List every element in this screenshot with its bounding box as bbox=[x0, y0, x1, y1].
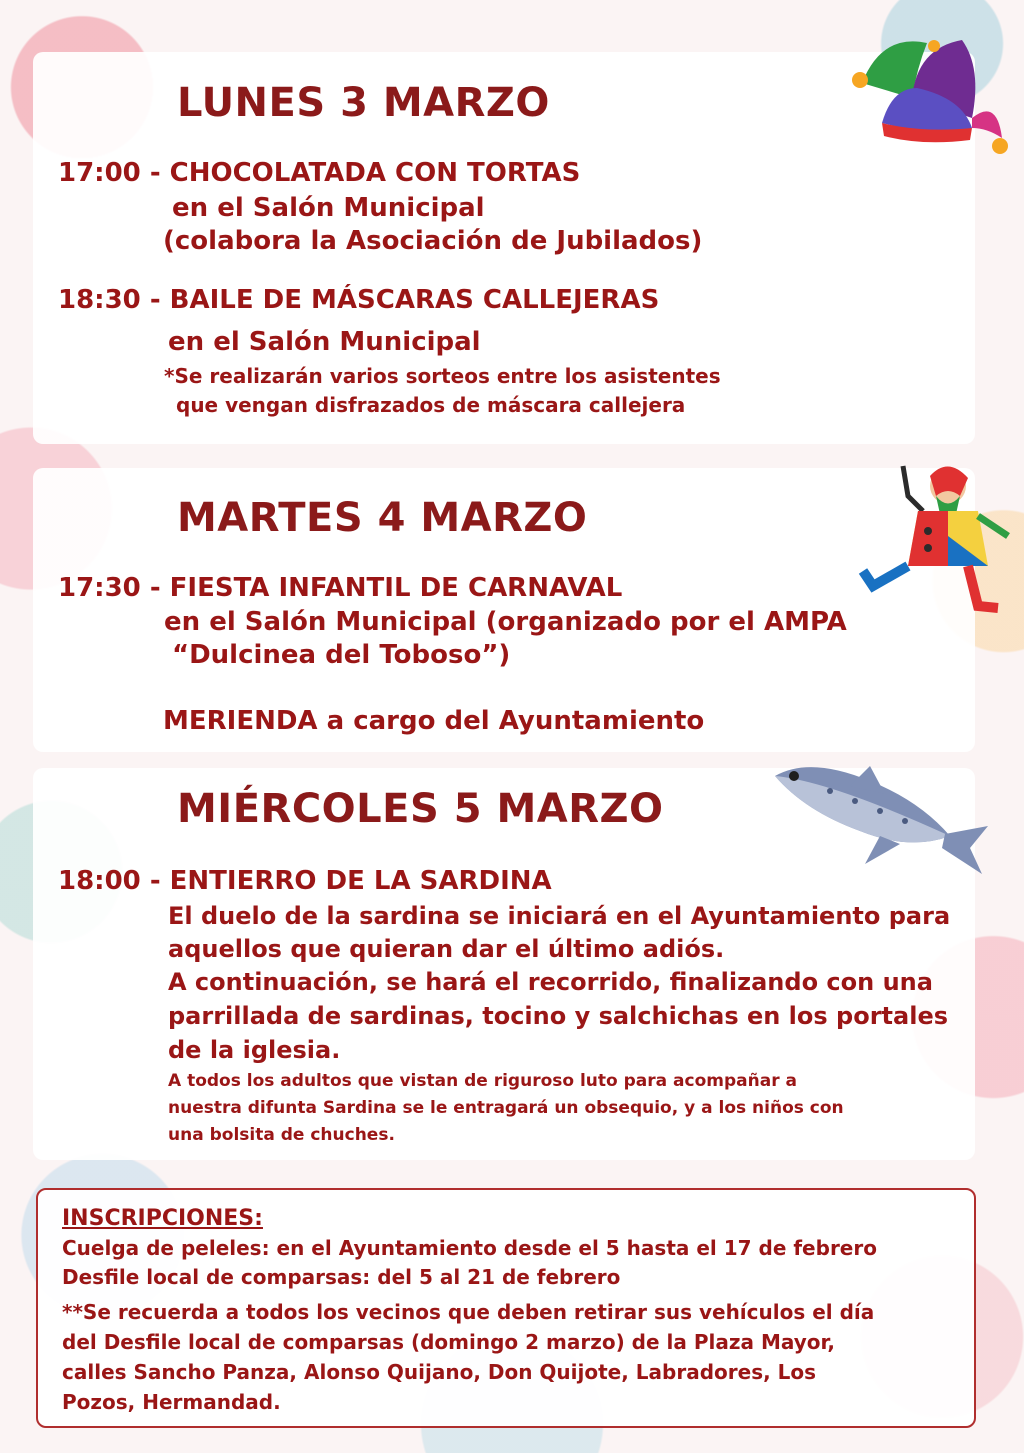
event-note: *Se realizarán varios sorteos entre los asistentes bbox=[164, 364, 721, 388]
event-line: aquellos que quieran dar el último adiós. bbox=[168, 935, 725, 963]
event-note: nuestra difunta Sardina se le entragará un obsequio, y a los niños con bbox=[168, 1098, 844, 1118]
event-line: A continuación, se hará el recorrido, finalizando con una bbox=[168, 968, 933, 996]
event-note: A todos los adultos que vistan de riguroso luto para acompañar a bbox=[168, 1071, 797, 1091]
event-title: 18:30 - BAILE DE MÁSCARAS CALLEJERAS bbox=[58, 285, 660, 315]
inscripciones-note: del Desfile local de comparsas (domingo 2 marzo) de la Plaza Mayor, bbox=[62, 1330, 836, 1354]
event-title: 17:30 - FIESTA INFANTIL DE CARNAVAL bbox=[58, 573, 623, 603]
day-title-lunes: LUNES 3 MARZO bbox=[177, 80, 550, 126]
inscripciones-note: Pozos, Hermandad. bbox=[62, 1390, 281, 1414]
event-note: que vengan disfrazados de máscara callejera bbox=[176, 393, 686, 417]
inscripciones-note: **Se recuerda a todos los vecinos que deben retirar sus vehículos el día bbox=[62, 1300, 875, 1324]
event-line: parrillada de sardinas, tocino y salchichas en los portales bbox=[168, 1002, 948, 1030]
day-title-martes: MARTES 4 MARZO bbox=[177, 495, 588, 541]
event-line: El duelo de la sardina se iniciará en el Ayuntamiento para bbox=[168, 902, 951, 930]
event-line: (colabora la Asociación de Jubilados) bbox=[163, 226, 703, 256]
jester-hat-icon bbox=[822, 28, 1012, 158]
event-line: de la iglesia. bbox=[168, 1036, 341, 1064]
inscripciones-line: Cuelga de peleles: en el Ayuntamiento desde el 5 hasta el 17 de febrero bbox=[62, 1236, 877, 1260]
inscripciones-title: INSCRIPCIONES: bbox=[62, 1206, 263, 1231]
harlequin-icon bbox=[848, 456, 1013, 616]
event-line: en el Salón Municipal bbox=[172, 193, 485, 223]
inscripciones-box bbox=[36, 1188, 976, 1428]
event-note: una bolsita de chuches. bbox=[168, 1125, 395, 1145]
event-line: en el Salón Municipal bbox=[168, 327, 481, 357]
event-title: 18:00 - ENTIERRO DE LA SARDINA bbox=[58, 866, 552, 896]
event-line: MERIENDA a cargo del Ayuntamiento bbox=[163, 706, 705, 736]
event-line: en el Salón Municipal (organizado por el AMPA bbox=[164, 607, 847, 637]
event-title: 17:00 - CHOCOLATADA CON TORTAS bbox=[58, 158, 581, 188]
sardine-fish-icon bbox=[770, 756, 995, 886]
inscripciones-note: calles Sancho Panza, Alonso Quijano, Don Quijote, Labradores, Los bbox=[62, 1360, 817, 1384]
inscripciones-line: Desfile local de comparsas: del 5 al 21 de febrero bbox=[62, 1265, 621, 1289]
event-line: “Dulcinea del Toboso”) bbox=[172, 640, 511, 670]
day-title-miercoles: MIÉRCOLES 5 MARZO bbox=[177, 786, 664, 832]
